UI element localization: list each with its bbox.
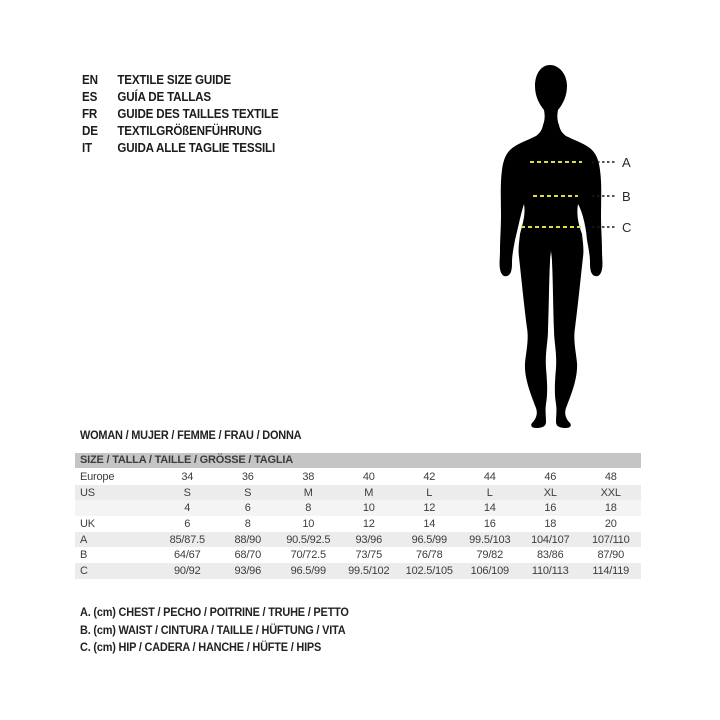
size-table-row: [75, 547, 641, 563]
size-cell: 99.5/103: [469, 533, 511, 546]
size-cell: 106/109: [470, 564, 509, 577]
size-cell: 99.5/102: [348, 564, 390, 577]
size-cell: 68/70: [234, 549, 262, 562]
size-cell: 10: [362, 502, 375, 515]
language-title: GUIDA ALLE TAGLIE TESSILI: [117, 141, 276, 155]
row-label: C: [80, 564, 88, 577]
size-cell: 36: [241, 470, 254, 483]
row-label: A: [80, 533, 88, 546]
language-code: IT: [82, 141, 92, 155]
size-cell: L: [486, 486, 493, 499]
size-cell: 90.5/92.5: [286, 533, 331, 546]
marker-b-label: B: [622, 189, 631, 204]
language-code: FR: [82, 107, 98, 121]
size-cell: 34: [181, 470, 194, 483]
size-cell: 48: [604, 470, 617, 483]
woman-silhouette-figure: [460, 40, 720, 440]
language-code: ES: [82, 90, 98, 104]
language-code: EN: [82, 73, 98, 87]
size-table-row: [75, 469, 641, 485]
size-cell: 79/82: [476, 549, 504, 562]
marker-c-label: C: [622, 220, 632, 235]
size-cell: 90/92: [173, 564, 201, 577]
size-cell: 110/113: [531, 564, 569, 577]
legend-line: A. (cm) CHEST / PECHO / POITRINE / TRUHE / PETTO: [80, 607, 349, 619]
size-cell: 102.5/105: [405, 564, 453, 577]
language-title-list: [82, 72, 278, 157]
size-cell: L: [426, 486, 433, 499]
size-cell: 4: [184, 502, 191, 515]
size-cell: 12: [362, 517, 375, 530]
size-cell: 14: [483, 502, 496, 515]
size-cell: 85/87.5: [169, 533, 205, 546]
size-cell: 46: [544, 470, 557, 483]
size-cell: 70/72.5: [290, 549, 326, 562]
gender-label: WOMAN / MUJER / FEMME / FRAU / DONNA: [80, 430, 302, 442]
size-cell: XXL: [600, 486, 621, 499]
size-table-row: [75, 500, 641, 516]
size-cell: 8: [244, 517, 251, 530]
size-cell: 42: [423, 470, 436, 483]
language-title: TEXTILGRÖßENFÜHRUNG: [117, 124, 262, 138]
woman-silhouette: [500, 65, 603, 428]
size-table-header: SIZE / TALLA / TAILLE / GRÖSSE / TAGLIA: [75, 453, 641, 468]
row-label: US: [80, 486, 95, 499]
marker-a-label: A: [622, 155, 631, 170]
size-cell: 16: [483, 517, 496, 530]
size-cell: 6: [184, 517, 191, 530]
size-cell: 10: [302, 517, 315, 530]
language-row: [82, 89, 278, 106]
size-cell: 87/90: [597, 549, 625, 562]
language-row: [82, 72, 278, 89]
size-cell: 76/78: [415, 549, 443, 562]
measurement-legend: [80, 605, 349, 658]
size-cell: 93/96: [234, 564, 262, 577]
size-table-row: [75, 485, 641, 501]
language-code: DE: [82, 124, 98, 138]
size-cell: 18: [604, 502, 617, 515]
size-table-row: [75, 563, 641, 579]
size-cell: 14: [423, 517, 436, 530]
size-cell: 107/110: [591, 533, 630, 546]
language-title: TEXTILE SIZE GUIDE: [117, 73, 231, 87]
size-cell: 6: [244, 502, 251, 515]
size-cell: 88/90: [234, 533, 262, 546]
size-cell: 83/86: [536, 549, 564, 562]
size-cell: S: [183, 486, 191, 499]
size-cell: XL: [543, 486, 557, 499]
size-cell: 64/67: [173, 549, 201, 562]
size-table-body: [75, 469, 641, 579]
size-cell: 93/96: [355, 533, 383, 546]
size-cell: 38: [302, 470, 315, 483]
size-cell: 96.5/99: [290, 564, 326, 577]
size-cell: S: [244, 486, 252, 499]
row-label: B: [80, 549, 88, 562]
size-table-row: [75, 532, 641, 548]
size-cell: 16: [544, 502, 557, 515]
language-row: [82, 106, 278, 123]
size-cell: 114/119: [592, 564, 630, 577]
row-label: Europe: [80, 470, 115, 483]
row-label: UK: [80, 517, 95, 530]
size-cell: 8: [305, 502, 312, 515]
language-title: GUIDE DES TAILLES TEXTILE: [117, 107, 279, 121]
size-cell: 40: [362, 470, 375, 483]
size-table: [75, 453, 641, 579]
size-cell: 104/107: [531, 533, 570, 546]
size-cell: M: [303, 486, 313, 499]
size-cell: 73/75: [355, 549, 383, 562]
size-cell: M: [364, 486, 374, 499]
language-row: [82, 123, 278, 140]
language-title: GUÍA DE TALLAS: [117, 90, 211, 104]
size-cell: 12: [423, 502, 436, 515]
row-label: [75, 500, 157, 516]
size-cell: 44: [483, 470, 496, 483]
size-cell: 96.5/99: [411, 533, 447, 546]
legend-line: B. (cm) WAIST / CINTURA / TAILLE / HÜFTUNG / VITA: [80, 624, 346, 637]
language-row: [82, 140, 278, 157]
legend-line: C. (cm) HIP / CADERA / HANCHE / HÜFTE / HIPS: [80, 642, 322, 654]
size-cell: 18: [544, 517, 557, 530]
size-cell: 20: [604, 517, 617, 530]
size-table-row: [75, 516, 641, 532]
